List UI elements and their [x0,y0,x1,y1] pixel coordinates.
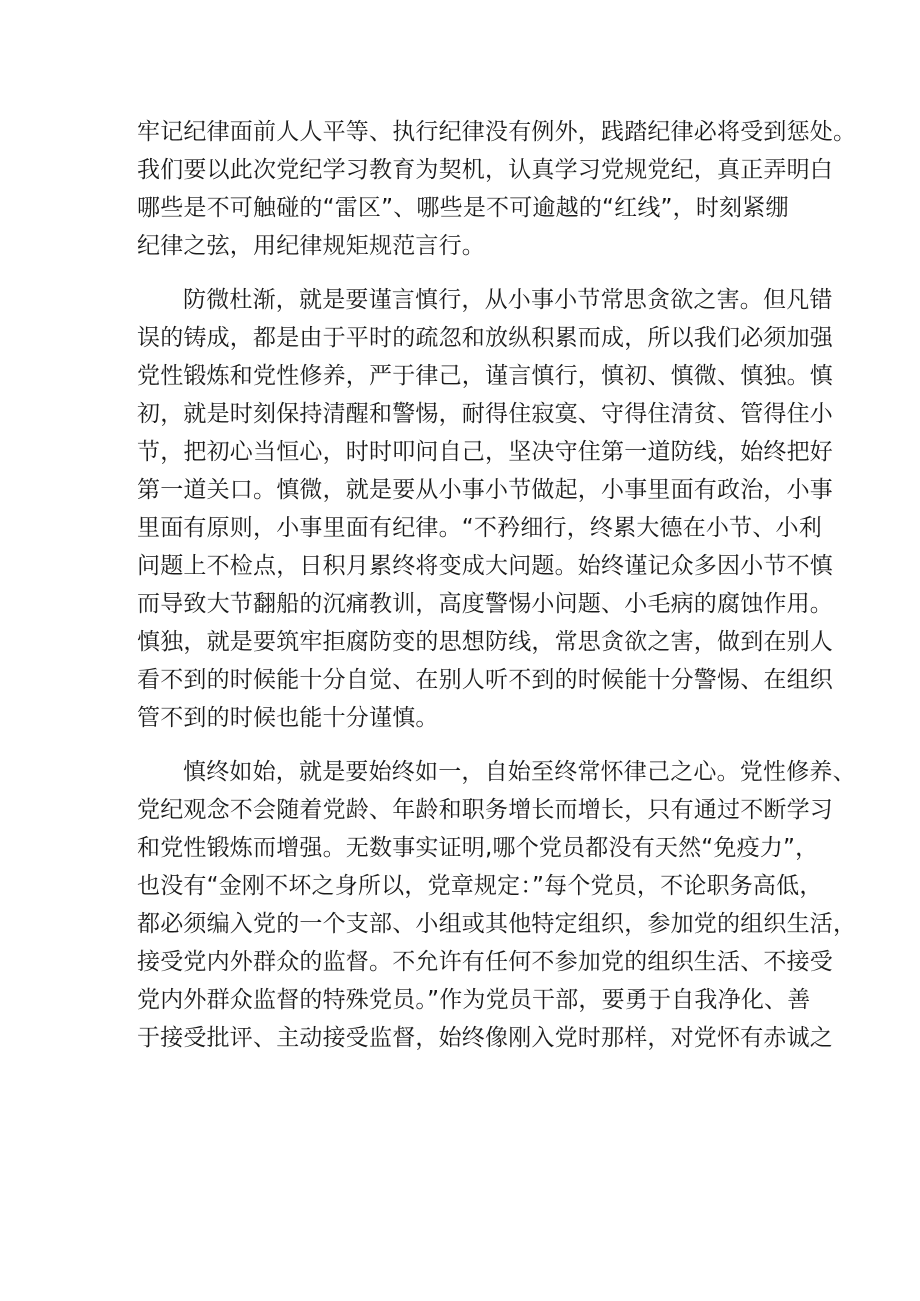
paragraph-2-line-3: 党性锻炼和党性修养，严于律己，谨言慎行，慎初、慎微、慎独。慎 [137,363,833,389]
paragraph-2-line-4: 初，就是时刻保持清醒和警惕，耐得住寂寞、守得住清贫、管得住小 [137,401,833,427]
paragraph-2-line-8: 问题上不检点，日积月累终将变成大问题。始终谨记众多因小节不慎 [137,553,833,579]
paragraph-3-line-4: 也没有“金刚不坏之身所以，党章规定：”每个党员，不论职务高低， [137,873,823,899]
paragraph-3-line-1: 慎终如始，就是要始终如一，自始至终常怀律己之心。党性修养、 [183,759,856,785]
paragraph-3-line-6: 接受党内外群众的监督。不允许有任何不参加党的组织生活、不接受 [137,949,833,975]
paragraph-1-line-3: 哪些是不可触碰的“雷区”、哪些是不可逾越的“红线”，时刻紧绷 [137,195,789,221]
paragraph-2-line-7: 里面有原则，小事里面有纪律。“不矜细行，终累大德在小节、小利 [137,515,822,541]
paragraph-1-line-4: 纪律之弦，用纪律规矩规范言行。 [137,233,485,259]
paragraph-2-line-9: 而导致大节翻船的沉痛教训，高度警惕小问题、小毛病的腐蚀作用。 [137,591,833,617]
paragraph-3-line-7: 党内外群众监督的特殊党员。”作为党员干部，要勇于自我净化、善 [137,987,811,1013]
paragraph-2-line-6: 第一道关口。慎微，就是要从小事小节做起，小事里面有政治，小事 [137,477,833,503]
paragraph-2-line-2: 误的铸成，都是由于平时的疏忽和放纵积累而成，所以我们必须加强 [137,325,833,351]
paragraph-2-line-10: 慎独，就是要筑牢拒腐防变的思想防线，常思贪欲之害，做到在别人 [137,629,833,655]
paragraph-3-line-8: 于接受批评、主动接受监督，始终像刚入党时那样，对党怀有赤诚之 [137,1025,833,1051]
paragraph-2-line-1: 防微杜渐，就是要谨言慎行，从小事小节常思贪欲之害。但凡错 [183,287,833,313]
paragraph-3-line-2: 党纪观念不会随着党龄、年龄和职务增长而增长，只有通过不断学习 [137,797,833,823]
paragraph-2-line-11: 看不到的时候能十分自觉、在别人听不到的时候能十分警惕、在组织 [137,667,833,693]
paragraph-2-line-5: 节，把初心当恒心，时时叩问自己，坚决守住第一道防线，始终把好 [137,439,833,465]
paragraph-3-line-3: 和党性锻炼而增强。无数事实证明,哪个党员都没有天然“免疫力”， [137,835,819,861]
paragraph-1-line-1: 牢记纪律面前人人平等、执行纪律没有例外，践踏纪律必将受到惩处。 [137,119,857,145]
paragraph-3-line-5: 都必须编入党的一个支部、小组或其他特定组织，参加党的组织生活， [137,911,857,937]
paragraph-2-line-12: 管不到的时候也能十分谨慎。 [137,705,439,731]
paragraph-1-line-2: 我们要以此次党纪学习教育为契机，认真学习党规党纪，真正弄明白 [137,157,833,183]
